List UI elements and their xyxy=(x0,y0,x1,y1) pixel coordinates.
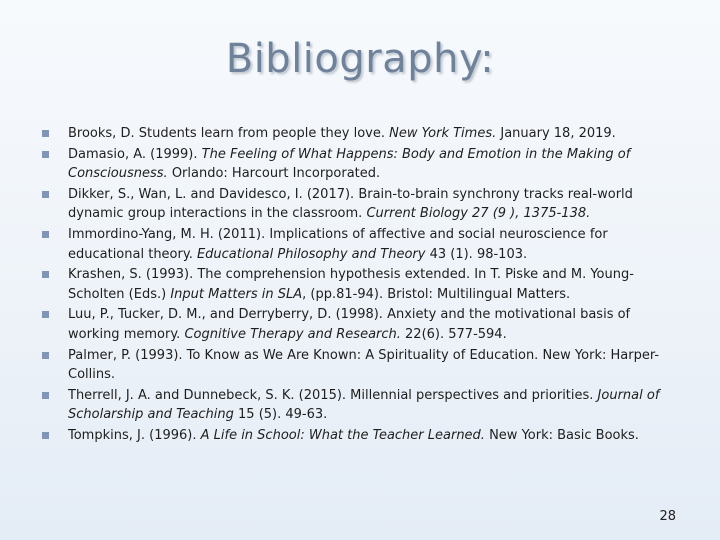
page-number: 28 xyxy=(659,509,676,524)
square-bullet-icon xyxy=(42,271,49,278)
reference-source-italic: A Life in School: What the Teacher Learned. xyxy=(200,428,485,443)
square-bullet-icon xyxy=(42,392,49,399)
reference-source-italic: The Feeling of What Happens: Body and Emotion in the Making of Consciousness. xyxy=(68,146,631,182)
reference-item xyxy=(42,386,682,425)
reference-text: 15 (5). 49-63. xyxy=(233,407,328,423)
reference-item xyxy=(42,225,682,264)
reference-item xyxy=(42,426,682,446)
reference-item xyxy=(42,185,682,224)
reference-text: Krashen, S. (1993). The comprehension hypothesis extended. In T. Piske and M. Young-Scholten (Eds.) xyxy=(68,267,634,302)
reference-item xyxy=(42,265,682,304)
square-bullet-icon xyxy=(42,130,49,137)
reference-item xyxy=(42,305,682,344)
reference-item xyxy=(42,124,682,144)
square-bullet-icon xyxy=(42,151,49,158)
reference-text: Tompkins, J. (1996). xyxy=(68,428,201,443)
square-bullet-icon xyxy=(42,191,49,198)
reference-text: 22(6). 577-594. xyxy=(400,326,507,342)
reference-text: Damasio, A. (1999). xyxy=(68,146,202,162)
reference-item xyxy=(42,346,682,385)
reference-text: Dikker, S., Wan, L. and Davidesco, I. (2017). Brain-to-brain synchrony tracks real-world dynamic group interactions in the classroom. xyxy=(68,186,633,222)
reference-text: Therrell, J. A. and Dunnebeck, S. K. (2015). Millennial perspectives and priorities. xyxy=(68,387,598,403)
reference-text: Brooks, D. Students learn from people they love. xyxy=(68,126,390,141)
reference-text: 43 (1). 98-103. xyxy=(425,246,528,262)
square-bullet-icon xyxy=(42,311,49,318)
reference-source-italic: New York Times. xyxy=(389,126,497,141)
reference-text: Luu, P., Tucker, D. M., and Derryberry, D. (1998). Anxiety and the motivational basis of working memory. xyxy=(68,307,631,342)
reference-source-italic: Current Biology 27 (9 ), 1375-138. xyxy=(366,206,591,222)
reference-source-italic: Journal of Scholarship and Teaching xyxy=(68,387,660,423)
reference-list xyxy=(42,124,682,447)
reference-text: Orlando: Harcourt Incorporated. xyxy=(167,166,381,182)
square-bullet-icon xyxy=(42,432,49,439)
reference-source-italic: Input Matters in SLA xyxy=(170,286,303,302)
square-bullet-icon xyxy=(42,231,49,238)
slide-title: Bibliography: xyxy=(225,36,495,82)
reference-text: Palmer, P. (1993). To Know as We Are Known: A Spirituality of Education. New York: Harper-Collins. xyxy=(68,347,660,383)
reference-item xyxy=(42,145,682,184)
reference-text: New York: Basic Books. xyxy=(484,428,639,443)
reference-source-italic: Cognitive Therapy and Research. xyxy=(184,326,401,342)
reference-text: Immordino-Yang, M. H. (2011). Implications of affective and social neuroscience for educational theory. xyxy=(68,227,608,262)
square-bullet-icon xyxy=(42,352,49,359)
reference-text: , (pp.81-94). Bristol: Multilingual Matters. xyxy=(302,286,571,302)
reference-text: January 18, 2019. xyxy=(496,126,616,141)
reference-source-italic: Educational Philosophy and Theory xyxy=(196,246,426,262)
